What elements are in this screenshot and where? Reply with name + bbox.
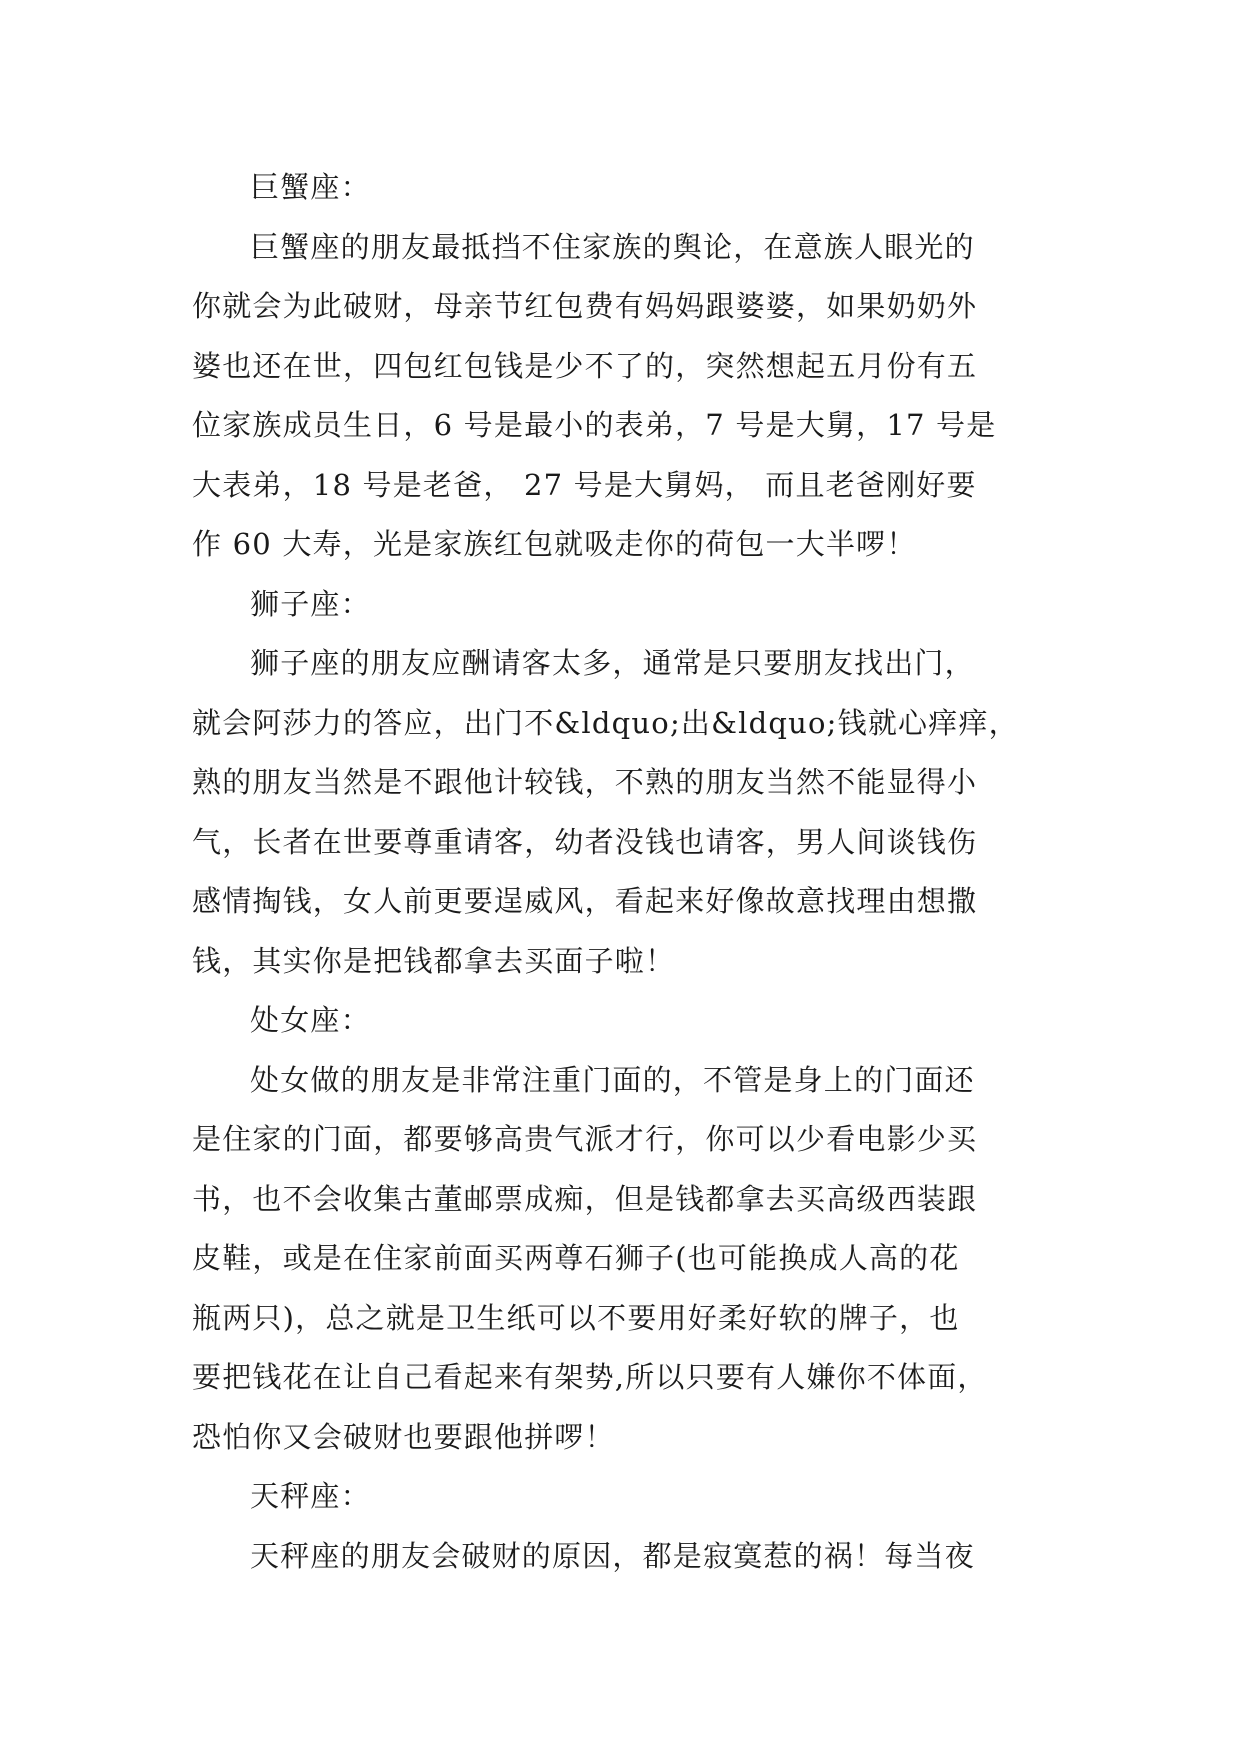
text-line: 狮子座的朋友应酬请客太多，通常是只要朋友找出门， [250, 646, 975, 680]
text-line: 处女做的朋友是非常注重门面的，不管是身上的门面还 [250, 1062, 975, 1097]
text-line: 皮鞋，或是在住家前面买两尊石狮子(也可能换成人高的花 [192, 1241, 960, 1275]
document-page [192, 158, 1060, 1586]
text-line: 位家族成员生日，6 号是最小的表弟，7 号是大舅，17 号是 [192, 408, 997, 442]
text-line: 你就会为此破财，母亲节红包费有妈妈跟婆婆，如果奶奶外 [192, 289, 978, 323]
section-heading-libra: 天秤座： [250, 1479, 371, 1513]
text-line: 大表弟，18 号是老爸， 27 号是大舅妈， 而且老爸刚好要 [192, 467, 977, 502]
text-line: 钱，其实你是把钱都拿去买面子啦！ [192, 943, 676, 978]
text-line: 天秤座的朋友会破财的原因，都是寂寞惹的祸！每当夜 [250, 1538, 975, 1573]
text-line: 就会阿莎力的答应，出门不&ldquo;出&ldquo;钱就心痒痒， [192, 705, 1019, 740]
section-heading-cancer: 巨蟹座： [250, 170, 371, 204]
section-heading-virgo: 处女座： [250, 1003, 371, 1037]
text-line: 感情掏钱，女人前更要逞威风，看起来好像故意找理由想撒 [192, 884, 978, 918]
text-line: 书，也不会收集古董邮票成痴，但是钱都拿去买高级西装跟 [192, 1181, 978, 1216]
section-heading-leo: 狮子座： [250, 586, 371, 621]
text-line: 婆也还在世，四包红包钱是少不了的，突然想起五月份有五 [192, 348, 978, 383]
text-line: 恐怕你又会破财也要跟他拼啰！ [192, 1419, 615, 1454]
text-line: 气，长者在世要尊重请客，幼者没钱也请客，男人间谈钱伤 [192, 824, 978, 859]
section-body-cancer [192, 218, 1060, 575]
section-body-virgo [192, 1051, 1060, 1468]
text-line: 巨蟹座的朋友最抵挡不住家族的舆论，在意族人眼光的 [250, 229, 975, 264]
text-line: 熟的朋友当然是不跟他计较钱，不熟的朋友当然不能显得小 [192, 765, 978, 799]
text-line: 要把钱花在让自己看起来有架势,所以只要有人嫌你不体面， [192, 1360, 988, 1394]
text-line: 是住家的门面，都要够高贵气派才行，你可以少看电影少买 [192, 1122, 978, 1156]
section-body-leo [192, 634, 1060, 991]
section-body-libra [192, 1527, 1060, 1587]
text-line: 瓶两只)，总之就是卫生纸可以不要用好柔好软的牌子，也 [192, 1300, 960, 1335]
text-line: 作 60 大寿，光是家族红包就吸走你的荷包一大半啰！ [192, 527, 917, 561]
